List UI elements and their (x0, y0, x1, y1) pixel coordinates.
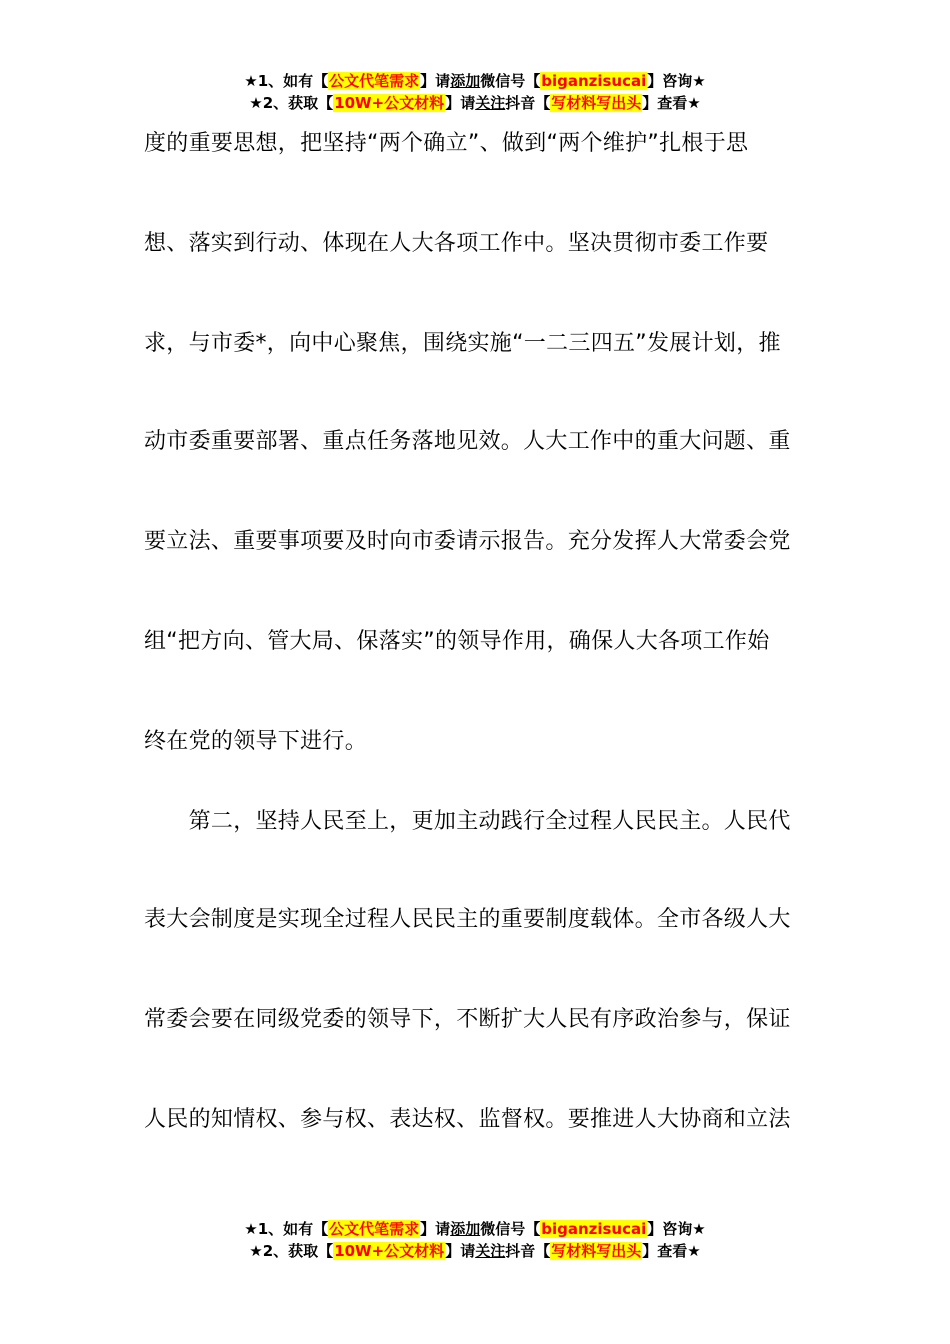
body-line: 表大会制度是实现全过程人民民主的重要制度载体。全市各级人大 (144, 907, 791, 932)
header-highlight-douyin-account: 写材料写出头 (551, 94, 642, 112)
header-banner-line-1: ★1、如有【公文代笔需求】请添加微信号【biganzisucai】咨询★ (244, 72, 706, 90)
body-line: 动市委重要部署、重点任务落地见效。人大工作中的重大问题、重 (144, 429, 791, 454)
footer-highlight-service: 公文代笔需求 (329, 1220, 420, 1238)
footer-highlight-materials: 10W+公文材料 (334, 1242, 445, 1260)
body-line: 组“把方向、管大局、保落实”的领导作用，确保人大各项工作始 (144, 629, 770, 654)
body-line: 常委会要在同级党委的领导下，不断扩大人民有序政治参与，保证 (144, 1007, 791, 1032)
header-highlight-materials: 10W+公文材料 (334, 94, 445, 112)
footer-highlight-wechat-id: biganzisucai (541, 1220, 647, 1238)
body-line: 求，与市委*，向中心聚焦，围绕实施“一二三四五”发展计划，推 (144, 331, 781, 356)
footer-banner (0, 1218, 950, 1262)
header-banner (0, 70, 950, 114)
footer-banner-line-1: ★1、如有【公文代笔需求】请添加微信号【biganzisucai】咨询★ (244, 1220, 706, 1238)
header-banner-line-2: ★2、获取【10W+公文材料】请关注抖音【写材料写出头】查看★ (249, 94, 701, 112)
footer-highlight-douyin-account: 写材料写出头 (551, 1242, 642, 1260)
header-highlight-service: 公文代笔需求 (329, 72, 420, 90)
body-line: 人民的知情权、参与权、表达权、监督权。要推进人大协商和立法 (144, 1107, 791, 1132)
footer-banner-line-2: ★2、获取【10W+公文材料】请关注抖音【写材料写出头】查看★ (249, 1242, 701, 1260)
body-line: 想、落实到行动、体现在人大各项工作中。坚决贯彻市委工作要 (144, 231, 769, 256)
header-highlight-wechat-id: biganzisucai (541, 72, 647, 90)
body-line: 要立法、重要事项要及时向市委请示报告。充分发挥人大常委会党 (144, 529, 791, 554)
body-line: 度的重要思想，把坚持“两个确立”、做到“两个维护”扎根于思 (144, 131, 749, 156)
body-line: 终在党的领导下进行。 (144, 729, 368, 754)
body-line: 第二，坚持人民至上，更加主动践行全过程人民民主。人民代 (144, 809, 791, 834)
